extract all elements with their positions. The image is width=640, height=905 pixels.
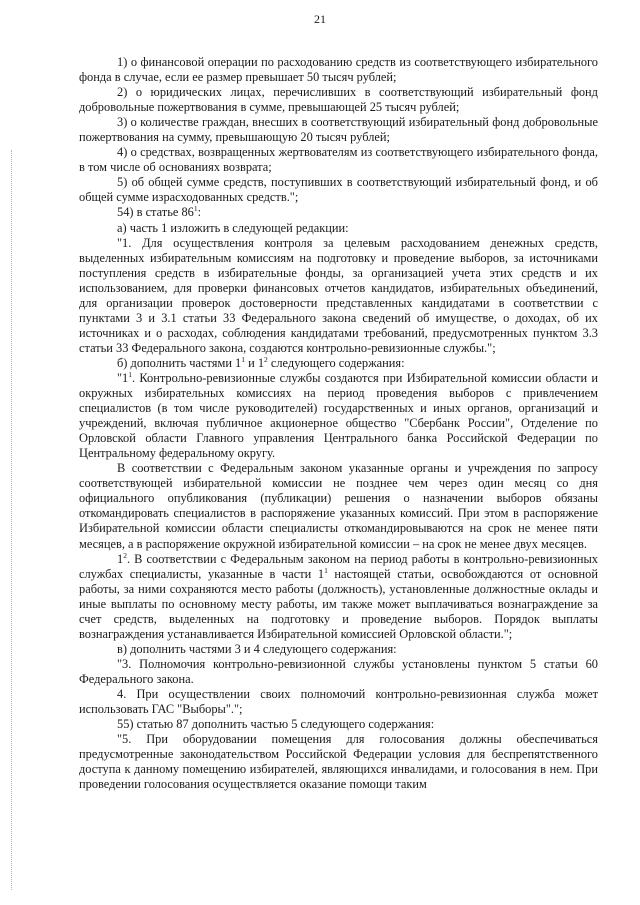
paragraph-part-1-1: "$1^1$. Контрольно-ревизионные службы создаются при Избирательной комиссии области и окружных избирательных комиссиях на период проведения выборов с привлечением специалистов (в том числе руководителей) государственных и иных органов, организаций и учреждений, включая публичное акционерное общество "Сбербанк России", Отделение по Орловской области Главного управления Центрального банка Российской Федерации по Центральному федеральному округу. xyxy=(79,369,598,461)
paragraph-article-87: 55) статью 87 дополнить частью 5 следующего содержания: xyxy=(117,717,435,732)
paragraph-sub-b: б) дополнить частями $1^1$ и $1^2$ следующего содержания: xyxy=(117,354,405,370)
paragraph-part-1-2: $1^2$. В соответствии с Федеральным законом на период работы в контрольно-ревизионных службах специалисты, указанные в части $1^1$ настоящей статьи, освобождаются от основной работы, за ними сохраняются место работы (должность), установленные должностные оклады и иные выплаты по основному месту работы, им также может выплачиваться вознаграждение за счет средств, выделенных на подготовку и проведение выборов. Порядок выплаты вознаграждения устанавливается Избирательной комиссией Орловской области."; xyxy=(79,550,598,641)
paragraph-secondment: В соответствии с Федеральным законом указанные органы и учреждения по запросу соответствующей избирательной комиссии не позднее чем через один месяц со дня официального опубликования (публикации) решения о назначении выборов обязаны откомандировать специалистов в распоряжение указанных комиссий. При этом в распоряжение Избирательной комиссии области специалисты откомандировываются на срок не менее пяти месяцев, а в распоряжение окружной избирательной комиссии – на срок не менее двух месяцев. xyxy=(79,461,598,551)
paragraph-part-3: "3. Полномочия контрольно-ревизионной службы установлены пунктом 5 статьи 60 Федерального закона. xyxy=(79,656,598,686)
paragraph-part-1: "1. Для осуществления контроля за целевым расходованием денежных средств, выделенных избирательным комиссиям на подготовку и проведение выборов, за источниками поступления средств в избирательные фонды, за организацией учета этих средств и их использованием, для проверки финансовых отчетов кандидатов, избирательных объединений, для организации проверок достоверности представленных кандидатами в соответствии с пунктами 3 и 3.1 статьи 33 Федерального закона сведений об имуществе, о доходах, об их источниках и о расходах, соблюдения кандидатами требований, предусмотренных пунктом 3.3 статьи 33 Федерального закона, создаются контрольно-ревизионные службы."; xyxy=(79,235,598,355)
margin-rule xyxy=(11,150,12,890)
paragraph-part-4: 4. При осуществлении своих полномочий контрольно-ревизионная служба может использовать ГАС "Выборы"."; xyxy=(79,686,598,717)
paragraph-sub-a: а) часть 1 изложить в следующей редакции: xyxy=(117,220,349,235)
paragraph-item-2: 2) о юридических лицах, перечисливших в соответствующий избирательный фонд добровольные пожертвования в сумме, превышающей 25 тысяч рублей; xyxy=(79,85,598,115)
paragraph-item-3: 3) о количестве граждан, внесших в соответствующий избирательный фонд добровольные пожертвования на сумму, превышающую 20 тысяч рублей; xyxy=(79,115,598,145)
paragraph-article-86-1: 54) в статье $86^1$: xyxy=(117,204,202,220)
page-number: 21 xyxy=(314,12,326,26)
paragraph-part-5: "5. При оборудовании помещения для голосования должны обеспечиваться предусмотренные законодательством Российской Федерации условия для беспрепятственного доступа к данному помещению избирателей, являющихся инвалидами, и голосования в нем. При проведении голосования осуществляется оказание помощи таким xyxy=(79,732,598,792)
paragraph-item-5: 5) об общей сумме средств, поступивших в соответствующий избирательный фонд, и об общей сумме израсходованных средств."; xyxy=(79,175,598,205)
paragraph-sub-v: в) дополнить частями 3 и 4 следующего содержания: xyxy=(117,641,397,656)
document-body xyxy=(79,55,598,792)
paragraph-item-1: 1) о финансовой операции по расходованию средств из соответствующего избирательного фонда в случае, если ее размер превышает 50 тысяч рублей; xyxy=(79,55,598,85)
paragraph-item-4: 4) о средствах, возвращенных жертвователям из соответствующего избирательного фонда, в том числе об основаниях возврата; xyxy=(79,145,598,175)
